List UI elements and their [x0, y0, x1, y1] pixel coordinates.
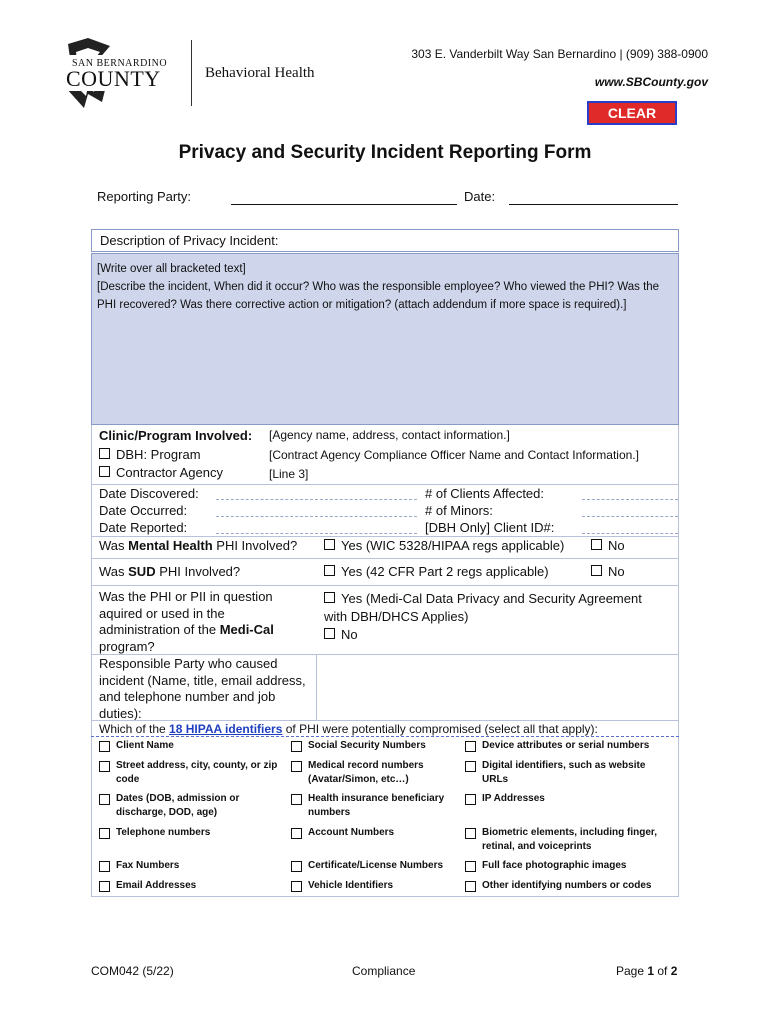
date-discovered-label: Date Discovered: [99, 486, 199, 501]
footer-center: Compliance [352, 964, 416, 978]
clients-affected-label: # of Clients Affected: [425, 486, 544, 501]
identifier-checkbox[interactable] [99, 794, 110, 805]
identifier-label: Fax Numbers [116, 860, 180, 871]
mh-yes-checkbox[interactable] [324, 539, 335, 550]
logo-text-line2: COUNTY [66, 66, 161, 91]
line3-field[interactable]: [Line 3] [269, 467, 309, 481]
mh-question: Was Mental Health PHI Involved? [99, 538, 298, 553]
identifier-label: Client Name [116, 740, 174, 751]
date-reported-field[interactable] [216, 533, 417, 534]
department-name: Behavioral Health [205, 65, 315, 81]
identifier-label: Biometric elements, including finger, retinal, and voiceprints [482, 827, 658, 852]
header-divider [191, 40, 192, 106]
identifier-checkbox[interactable] [465, 881, 476, 892]
identifier-label: Certificate/License Numbers [308, 860, 444, 871]
responsible-party-field[interactable] [317, 655, 677, 719]
dates-top-rule [91, 484, 679, 485]
identifier-checkbox[interactable] [99, 881, 110, 892]
date-occurred-field[interactable] [216, 516, 417, 517]
identifier-checkbox[interactable] [465, 828, 476, 839]
identifier-option[interactable] [465, 826, 670, 854]
hipaa-identifiers-link[interactable]: 18 HIPAA identifiers [169, 722, 283, 736]
mh-rule [91, 536, 679, 537]
identifier-checkbox[interactable] [465, 861, 476, 872]
form-code: COM042 (5/22) [91, 964, 174, 978]
medical-yes-checkbox[interactable] [324, 592, 335, 603]
sud-yes-checkbox[interactable] [324, 565, 335, 576]
sud-rule [91, 558, 679, 559]
contractor-agency-option[interactable] [99, 465, 223, 480]
identifier-checkbox[interactable] [99, 761, 110, 772]
sud-no-option[interactable]: No [591, 564, 625, 579]
contractor-agency-checkbox[interactable] [99, 466, 110, 477]
reporting-party-field[interactable] [231, 204, 457, 205]
dbh-program-checkbox[interactable] [99, 448, 110, 459]
identifier-label: Social Security Numbers [308, 740, 426, 751]
mh-no-checkbox[interactable] [591, 539, 602, 550]
identifier-checkbox[interactable] [465, 741, 476, 752]
clients-affected-field[interactable] [582, 499, 678, 500]
form-right-border [678, 425, 679, 897]
identifier-option[interactable] [291, 879, 456, 893]
medical-no-checkbox[interactable] [324, 628, 335, 639]
clear-button[interactable]: CLEAR [587, 101, 677, 125]
identifier-checkbox[interactable] [291, 794, 302, 805]
identifier-label: Other identifying numbers or codes [482, 880, 652, 891]
contract-officer-field[interactable]: [Contract Agency Compliance Officer Name and Contact Information.] [269, 448, 639, 462]
clinic-label: Clinic/Program Involved: [99, 428, 253, 443]
sud-no-checkbox[interactable] [591, 565, 602, 576]
identifier-option[interactable] [465, 759, 670, 787]
identifier-option[interactable] [291, 859, 456, 873]
contractor-agency-label: Contractor Agency [116, 465, 223, 480]
medical-yes-option[interactable]: Yes (Medi-Cal Data Privacy and Security Agreement with DBH/DHCS Applies) [324, 591, 642, 624]
identifier-label: Telephone numbers [116, 827, 211, 838]
identifier-checkbox[interactable] [291, 881, 302, 892]
identifiers-question: Which of the 18 HIPAA identifiers of PHI were potentially compromised (select all that apply): [99, 722, 598, 736]
identifier-option[interactable] [465, 859, 670, 873]
description-instruction: [Write over all bracketed text] [97, 263, 246, 275]
minors-label: # of Minors: [425, 503, 493, 518]
identifier-label: Health insurance beneficiary numbers [308, 793, 445, 818]
identifier-option[interactable] [99, 739, 279, 753]
clinic-value-field[interactable]: [Agency name, address, contact information.] [269, 428, 510, 442]
sud-question: Was SUD PHI Involved? [99, 564, 241, 579]
identifier-label: Account Numbers [308, 827, 395, 838]
identifier-option[interactable] [291, 792, 456, 820]
identifier-label: Vehicle Identifiers [308, 880, 394, 891]
identifiers-dashed-rule [91, 736, 679, 737]
form-bottom-rule [91, 896, 679, 897]
description-input[interactable] [91, 253, 679, 425]
identifier-option[interactable] [291, 826, 456, 840]
identifier-option[interactable] [99, 792, 279, 820]
medical-rule [91, 585, 679, 586]
medical-no-option[interactable]: No [324, 627, 358, 642]
description-prompt: [Describe the incident, When did it occur? Who was the responsible employee? Who viewed the PHI? Was the PHI recovered? Was there corrective action or mitigation? (attach addendum if more space is required).] [97, 281, 660, 311]
identifier-option[interactable] [99, 879, 279, 893]
identifier-checkbox[interactable] [99, 828, 110, 839]
identifier-checkbox[interactable] [291, 761, 302, 772]
identifier-checkbox[interactable] [99, 741, 110, 752]
identifier-option[interactable] [291, 759, 456, 787]
client-id-label: [DBH Only] Client ID#: [425, 520, 555, 535]
identifier-label: Dates (DOB, admission or discharge, DOD, age) [116, 793, 240, 818]
date-discovered-field[interactable] [216, 499, 417, 500]
form-title: Privacy and Security Incident Reporting Form [178, 142, 592, 163]
dbh-program-option[interactable] [99, 447, 201, 462]
client-id-field[interactable] [582, 533, 678, 534]
identifier-checkbox[interactable] [291, 828, 302, 839]
identifier-label: Medical record numbers (Avatar/Simon, etc…) [308, 760, 424, 785]
date-reported-label: Date Reported: [99, 520, 188, 535]
dbh-program-label: DBH: Program [116, 447, 201, 462]
identifier-option[interactable] [465, 792, 670, 806]
identifier-checkbox[interactable] [291, 861, 302, 872]
responsible-party-label: Responsible Party who caused incident (Name, title, email address, and telephone number and job duties): [99, 656, 306, 721]
identifier-label: Full face photographic images [482, 860, 627, 871]
identifier-option[interactable] [99, 859, 279, 873]
date-field[interactable] [509, 204, 678, 205]
identifier-option[interactable] [465, 879, 670, 893]
identifier-label: Street address, city, county, or zip code [116, 760, 278, 785]
identifier-option[interactable] [291, 739, 456, 753]
identifier-option[interactable] [99, 759, 279, 787]
identifier-label: IP Addresses [482, 793, 545, 804]
identifiers-rule [91, 720, 679, 721]
date-occurred-label: Date Occurred: [99, 503, 188, 518]
sud-yes-option[interactable]: Yes (42 CFR Part 2 regs applicable) [324, 564, 549, 579]
identifier-option[interactable] [99, 826, 279, 840]
identifier-option[interactable] [465, 739, 670, 753]
description-header: Description of Privacy Incident: [91, 229, 679, 252]
identifier-checkbox[interactable] [99, 861, 110, 872]
date-label: Date: [464, 189, 496, 204]
medical-question: Was the PHI or PII in question aquired or used in the administration of the Medi-Cal program? [99, 589, 274, 654]
address-text: 303 E. Vanderbilt Way San Bernardino | (909) 388-0900 [411, 47, 708, 61]
mh-yes-option[interactable]: Yes (WIC 5328/HIPAA regs applicable) [324, 538, 564, 553]
identifier-checkbox[interactable] [291, 741, 302, 752]
identifier-checkbox[interactable] [465, 794, 476, 805]
identifier-label: Device attributes or serial numbers [482, 740, 650, 751]
minors-field[interactable] [582, 516, 678, 517]
mh-no-option[interactable]: No [591, 538, 625, 553]
page-number: Page 1 of 2 [616, 964, 678, 978]
identifier-label: Digital identifiers, such as website URLs [482, 760, 646, 785]
identifier-checkbox[interactable] [465, 761, 476, 772]
logo-text-line1: SAN BERNARDINO [72, 58, 168, 69]
identifier-label: Email Addresses [116, 880, 197, 891]
form-left-border [91, 425, 92, 897]
website-text: www.SBCounty.gov [594, 75, 708, 89]
reporting-party-label: Reporting Party: [97, 189, 191, 204]
